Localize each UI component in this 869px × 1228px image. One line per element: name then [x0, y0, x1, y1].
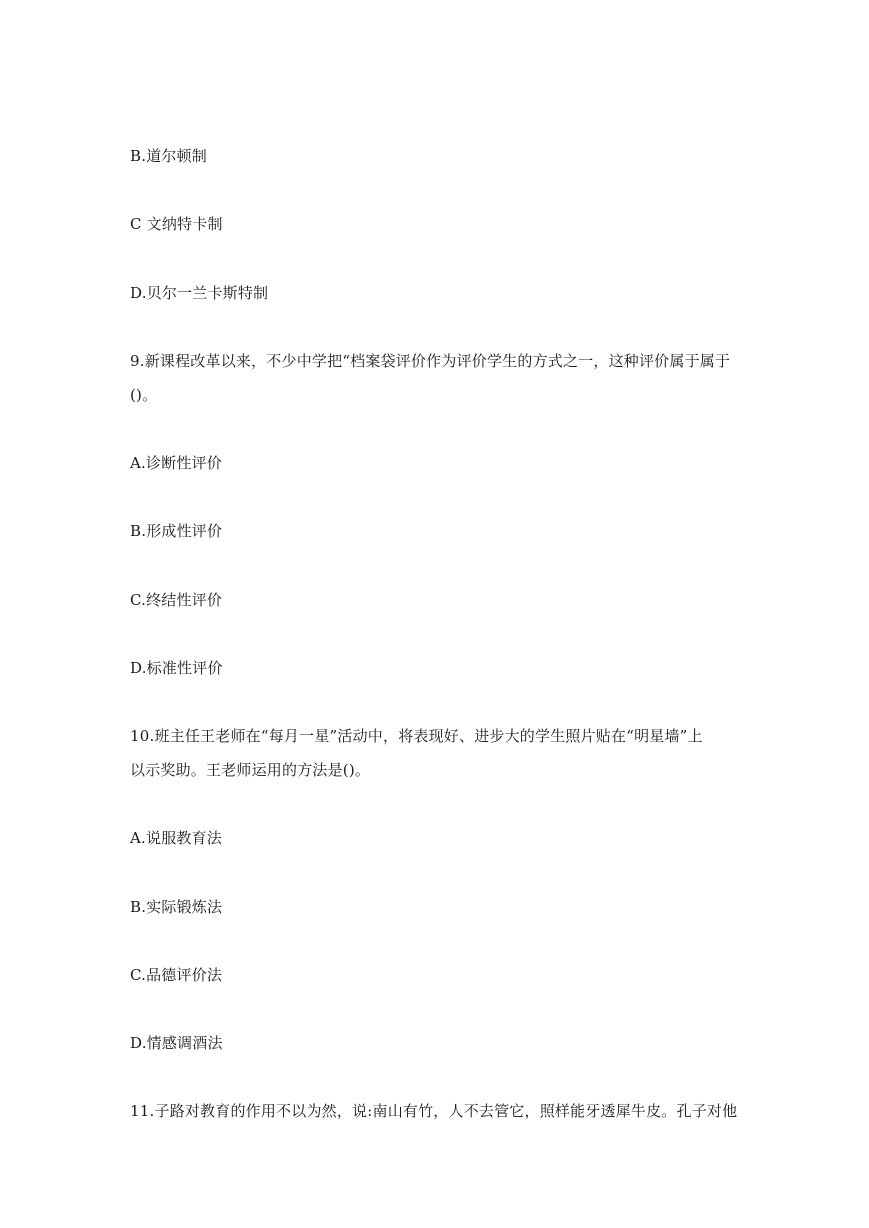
q10-option-b: B.实际锻炼法: [130, 898, 223, 916]
q9-option-d: D.标准性评价: [130, 659, 223, 677]
q10-stem-line1: 10.班主任王老师在“每月一星”活动中，将表现好、进步大的学生照片贴在“明星墙”上: [130, 727, 703, 745]
q9-stem-line2: ()。: [130, 386, 158, 404]
q8-option-d: D.贝尔一兰卡斯特制: [130, 284, 269, 302]
q9-option-c: C.终结性评价: [130, 591, 223, 609]
q10-option-a: A.说服教育法: [130, 829, 223, 847]
q9-option-a: A.诊断性评价: [130, 454, 223, 472]
q8-option-c: C 文纳特卡制: [130, 215, 223, 233]
q10-option-d: D.情感调酒法: [130, 1034, 223, 1052]
q9-stem-line1: 9.新课程改革以来，不少中学把“档案袋评价作为评价学生的方式之一，这种评价属于属于: [130, 352, 731, 370]
q11-stem-line1: 11.子路对教育的作用不以为然，说:南山有竹，人不去管它，照样能牙透犀牛皮。孔子对他: [130, 1102, 738, 1120]
q9-option-b: B.形成性评价: [130, 522, 223, 540]
q10-option-c: C.品德评价法: [130, 966, 223, 984]
q10-stem-line2: 以示奖助。王老师运用的方法是()。: [130, 761, 371, 779]
q8-option-b: B.道尔顿制: [130, 147, 207, 165]
